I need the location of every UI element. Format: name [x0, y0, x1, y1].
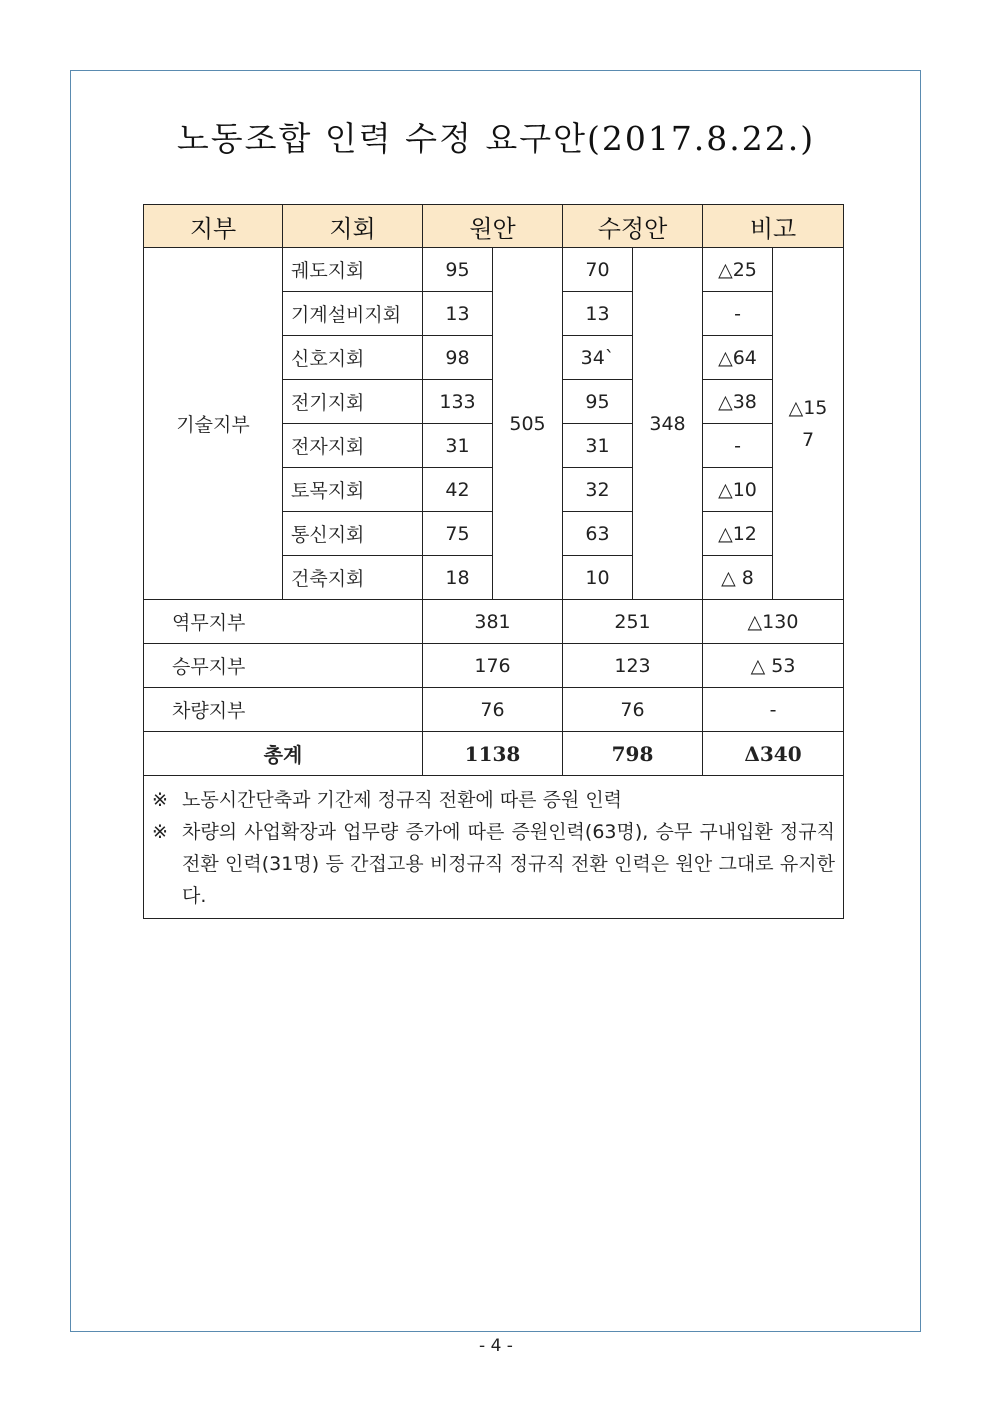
revised-value: 251	[563, 600, 703, 644]
chapter-name: 신호지회	[283, 336, 423, 380]
revised-value: 123	[563, 644, 703, 688]
chapter-name: 전자지회	[283, 424, 423, 468]
notes-row	[144, 776, 844, 919]
total-revised: 798	[563, 732, 703, 776]
chapter-name: 건축지회	[283, 556, 423, 600]
original-value: 18	[423, 556, 493, 600]
page-number: - 4 -	[479, 1336, 513, 1356]
note-value: △64	[703, 336, 773, 380]
total-label: 총계	[144, 732, 423, 776]
revised-value: 63	[563, 512, 633, 556]
total-original: 1138	[423, 732, 563, 776]
table-row	[144, 688, 844, 732]
table-row	[144, 600, 844, 644]
table-header-row	[144, 205, 844, 248]
revised-subtotal: 348	[633, 248, 703, 600]
branch-name: 역무지부	[144, 600, 423, 644]
reference-mark-icon: ※	[152, 789, 168, 811]
tech-branch-name: 기술지부	[144, 248, 283, 600]
note-value: -	[703, 292, 773, 336]
original-value: 98	[423, 336, 493, 380]
original-value: 76	[423, 688, 563, 732]
header-revised: 수정안	[563, 205, 703, 248]
branch-name: 승무지부	[144, 644, 423, 688]
note-item	[152, 784, 835, 816]
original-value: 95	[423, 248, 493, 292]
note-value: -	[703, 424, 773, 468]
revised-value: 76	[563, 688, 703, 732]
revised-value: 32	[563, 468, 633, 512]
original-value: 381	[423, 600, 563, 644]
note-value: △25	[703, 248, 773, 292]
table-row	[144, 248, 844, 292]
note-value: △38	[703, 380, 773, 424]
chapter-name: 기계설비지회	[283, 292, 423, 336]
original-value: 42	[423, 468, 493, 512]
note-subtotal: △15 7	[773, 248, 844, 600]
staffing-table	[143, 204, 844, 919]
table-row	[144, 644, 844, 688]
notes-cell	[144, 776, 844, 919]
note-value: △ 53	[703, 644, 844, 688]
chapter-name: 통신지회	[283, 512, 423, 556]
revised-value: 10	[563, 556, 633, 600]
note-value: △130	[703, 600, 844, 644]
original-value: 133	[423, 380, 493, 424]
original-value: 176	[423, 644, 563, 688]
header-original: 원안	[423, 205, 563, 248]
revised-value: 13	[563, 292, 633, 336]
note-value: -	[703, 688, 844, 732]
header-note: 비고	[703, 205, 844, 248]
original-value: 75	[423, 512, 493, 556]
chapter-name: 전기지회	[283, 380, 423, 424]
reference-mark-icon: ※	[152, 821, 168, 843]
note-value: △10	[703, 468, 773, 512]
original-value: 13	[423, 292, 493, 336]
total-row	[144, 732, 844, 776]
total-note: Δ340	[703, 732, 844, 776]
note-value: △ 8	[703, 556, 773, 600]
note-text: 노동시간단축과 기간제 정규직 전환에 따른 증원 인력	[182, 789, 623, 811]
revised-value: 95	[563, 380, 633, 424]
header-chapter: 지회	[283, 205, 423, 248]
revised-value: 31	[563, 424, 633, 468]
branch-name: 차량지부	[144, 688, 423, 732]
note-item	[152, 816, 835, 912]
revised-value: 70	[563, 248, 633, 292]
original-subtotal: 505	[493, 248, 563, 600]
original-value: 31	[423, 424, 493, 468]
chapter-name: 토목지회	[283, 468, 423, 512]
note-value: △12	[703, 512, 773, 556]
note-text: 차량의 사업확장과 업무량 증가에 따른 증원인력(63명), 승무 구내입환 정규직 전환 인력(31명) 등 간접고용 비정규직 정규직 전환 인력은 원안 그대로 유지한다.	[182, 821, 835, 907]
header-branch: 지부	[144, 205, 283, 248]
chapter-name: 궤도지회	[283, 248, 423, 292]
revised-value: 34`	[563, 336, 633, 380]
document-title: 노동조합 인력 수정 요구안(2017.8.22.)	[176, 119, 816, 158]
